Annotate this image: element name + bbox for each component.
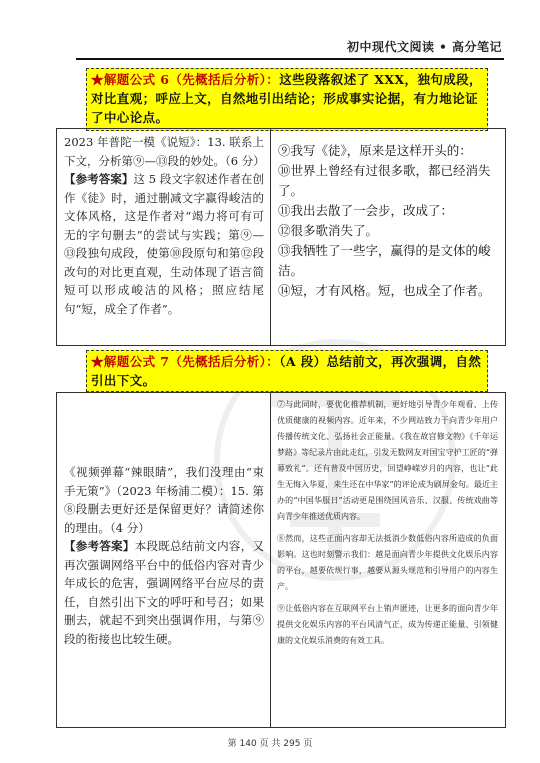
question-1-cell [57, 129, 270, 345]
question-1-answer [64, 170, 264, 318]
question-1-prompt: 2023 年普陀一模《说短》：13. 联系上下文，分析第⑨—⑬段的妙处。（6 分） [64, 135, 265, 168]
answer-label: 【参考答案】 [64, 172, 134, 186]
excerpt-2-paragraph-9: ⑨让低俗内容在互联网平台上销声匿迹，让更多的面向青少年提供文化娱乐内容的平台风清气正，成为传递正能量、引领健康的文化娱乐消费的有效工具。 [277, 604, 498, 645]
formula-6-banner [86, 68, 488, 131]
excerpt-1-paragraph-10: ⑩世界上曾经有过很多歌，都已经消失了。 [278, 163, 491, 198]
excerpt-2-paragraph-8: ⑧然而，这些正面内容却无法抵消少数低俗内容所造成的负面影响。这也时刻警示我们：越是面向青少年提供文化娱乐内容的平台，越要依规行事，越要从源头规范和引导用户的内容生产。 [277, 534, 498, 591]
formula-6-body: 这些段落叙述了 XXX，独句成段，对比直观；呼应上文，自然地引出结论；形成事实论据，有力地论证了中心论点。 [91, 72, 482, 125]
header-title: 初中现代文阅读 • 高分笔记 [346, 40, 502, 54]
excerpt-2-paragraph-7: ⑦与此同时，要优化推荐机制，更好地引导青少年观看、上传优质健康的视频内容。近年来，不少网站致力于向青少年用户传播传统文化、弘扬社会正能量。《我在故宫修文物》《千年运梦路》等纪录片由此走红，引发无数网友对国宝守护工匠的“弹幕致礼”。还有普及中国历史，回望峥嵘岁月的内容，也让“此生无悔入华夏，来生还在中华家”的评论成为刷屏金句。最近主办的“中国华服日”活动更是围绕国风音乐、汉服、传统戏曲等向青少年推送优质内容。 [277, 400, 498, 521]
answer-text: 本段既总结前文内容，又再次强调网络平台中的低俗内容对青少年成长的危害，强调网络平台应尽的责任，自然引出下文的呼吁和号召；如果删去，就起不到突出强调作用，与第⑨段的衔接也比较生硬。 [64, 539, 264, 646]
page-header [76, 36, 504, 60]
excerpt-1-paragraph-14: ⑭短，才有风格。短，也成全了作者。 [278, 283, 491, 298]
page-number: 第 140 页 共 295 页 [227, 739, 313, 749]
excerpt-2-cell [271, 393, 505, 727]
formula-7-body: （A 段）总结前文，再次强调，自然引出下文。 [91, 354, 482, 388]
excerpt-1-paragraph-12: ⑫很多歌消失了。 [278, 223, 379, 238]
answer-text: 这 5 段文字叙述作者在创作《徒》时，通过删减文字赢得峻洁的文体风格，这是作者对“竭力将可有可无的字句删去”的尝试与实践；第⑨—⑬段独句成段，使第⑩段原句和第⑫段改句的对比更直观，生动体现了语言简短可以形成峻洁的风格；照应结尾句“短，成全了作者”。 [64, 172, 264, 316]
excerpt-1-paragraph-11: ⑪我出去散了一会步，改成了： [278, 203, 454, 218]
excerpt-1-paragraph-9: ⑨我写《徒》，原来是这样开头的： [278, 143, 472, 158]
formula-7-banner [86, 350, 488, 392]
question-table-1 [56, 128, 506, 346]
answer-label: 【参考答案】 [64, 539, 135, 553]
formula-6-label: ★解题公式 6（先概括后分析）： [91, 72, 280, 87]
excerpt-1-cell [271, 129, 505, 345]
question-2-answer [64, 537, 264, 648]
formula-7-label: ★解题公式 7（先概括后分析）： [91, 354, 280, 369]
excerpt-1-paragraph-13: ⑬我牺牲了一些字，赢得的是文体的峻洁。 [278, 243, 491, 278]
question-table-2 [56, 392, 506, 728]
question-2-cell [57, 393, 270, 727]
question-2-prompt: 《视频弹幕“辣眼睛”，我们没理由“束手无策”》（2023 年杨浦二模）：15. 第⑧段删去更好还是保留更好？请简述你的理由。（4 分） [64, 465, 264, 535]
